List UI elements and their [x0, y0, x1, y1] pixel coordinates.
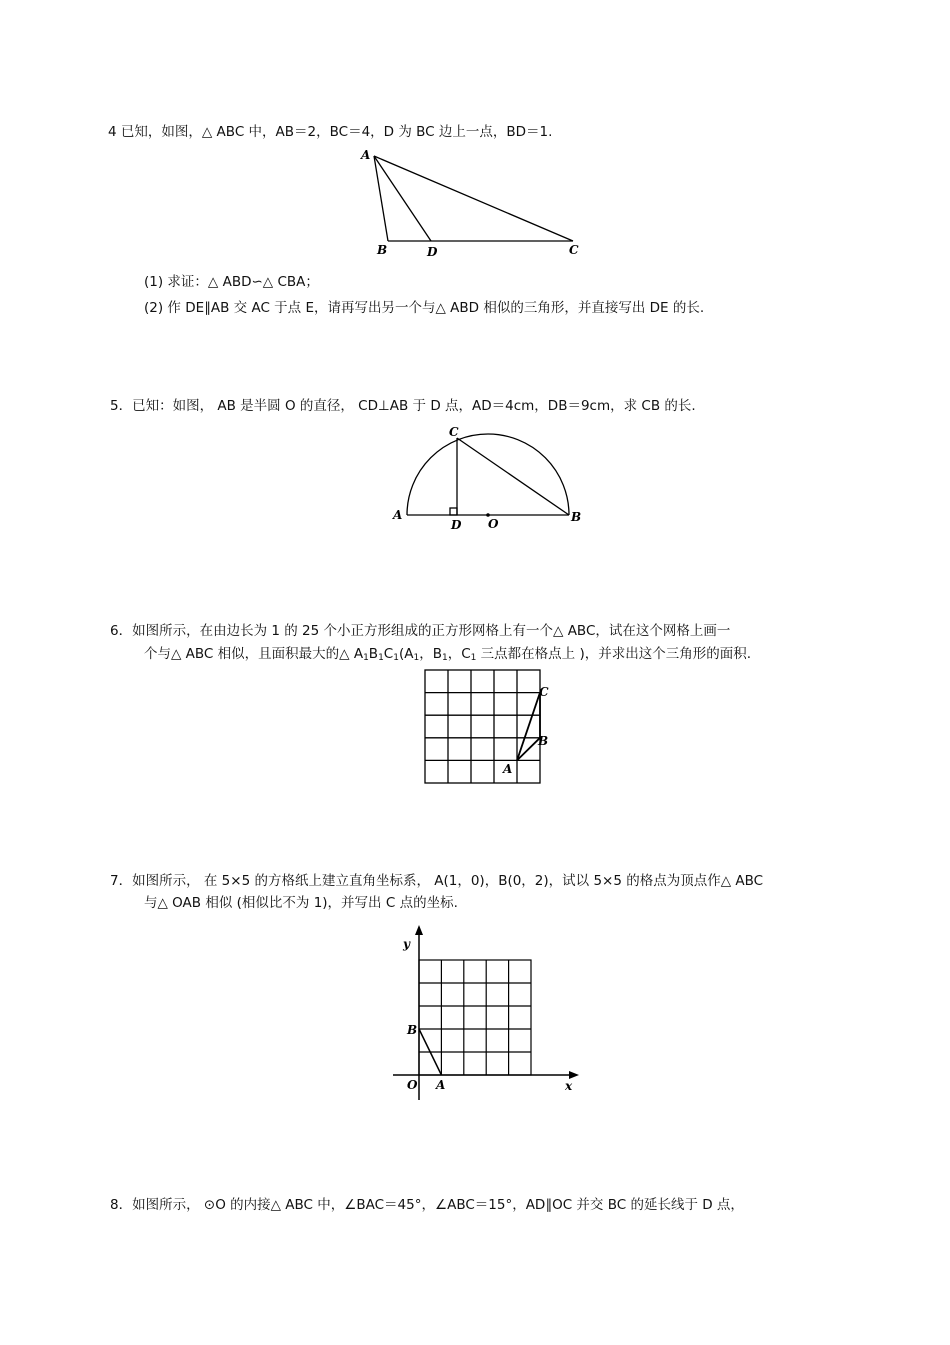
label-c: C [569, 243, 579, 257]
problem-4-statement: 4 已知，如图，△ ABC 中，AB＝2，BC＝4，D 为 BC 边上一点，BD＝1. [108, 124, 553, 140]
problem-6-statement-line-2 [144, 645, 751, 667]
label-a: A [436, 1078, 446, 1092]
text-segment: B [368, 646, 379, 662]
subscript: 1 [441, 653, 448, 663]
subscript: 1 [413, 653, 420, 663]
problem-4-part-2: (2) 作 DE∥AB 交 AC 于点 E，请再写出另一个与△ ABD 相似的三角形，并直接写出 DE 的长. [144, 300, 705, 316]
label-b: B [377, 243, 388, 257]
label-d: D [451, 518, 462, 532]
problem-6-grid-figure [420, 665, 560, 790]
label-c: C [539, 685, 549, 699]
problem-4-part-1: (1) 求证：△ ABD∽△ CBA； [144, 274, 319, 290]
label-b: B [407, 1023, 418, 1037]
label-b: B [538, 734, 549, 748]
label-a: A [361, 148, 371, 162]
text-segment: C [383, 646, 394, 662]
text-segment: (A [398, 646, 414, 662]
text-segment: 个与△ ABC 相似，且面积最大的△ A [144, 646, 364, 662]
problem-7-coordinate-grid-figure [385, 922, 585, 1102]
label-d: D [427, 245, 438, 259]
label-b: B [571, 510, 582, 524]
label-a: A [503, 762, 513, 776]
subscript: 1 [363, 653, 369, 663]
problem-8-statement: 8．如图所示， ⊙O 的内接△ ABC 中，∠BAC＝45°，∠ABC＝15°，AD∥OC 并交 BC 的延长线于 D 点， [110, 1197, 744, 1213]
problem-6-statement-line-1: 6．如图所示，在由边长为 1 的 25 个小正方形组成的正方形网格上有一个△ ABC，试在这个网格上画一 [110, 623, 731, 639]
subscript: 1 [393, 653, 399, 663]
text-segment: ，B [419, 646, 442, 662]
problem-5-statement: 5．已知：如图， AB 是半圆 O 的直径， CD⊥AB 于 D 点，AD＝4cm，DB＝9cm，求 CB 的长. [110, 398, 696, 414]
label-x: x [565, 1079, 573, 1093]
problem-7-statement-line-1: 7．如图所示， 在 5×5 的方格纸上建立直角坐标系， A(1，0)，B(0，2)，试以 5×5 的格点为顶点作△ ABC [110, 873, 764, 889]
label-y: y [403, 937, 410, 951]
problem-5-semicircle-figure [390, 424, 590, 534]
label-a: A [393, 508, 403, 522]
text-segment: 三点都在格点上 )，并求出这个三角形的面积. [476, 646, 752, 662]
label-o: O [407, 1078, 418, 1092]
label-o: O [488, 517, 499, 531]
subscript: 1 [378, 653, 384, 663]
problem-7-statement-line-2: 与△ OAB 相似 (相似比不为 1)，并写出 C 点的坐标. [144, 895, 458, 911]
label-c: C [449, 425, 459, 439]
text-segment: ，C [447, 646, 471, 662]
problem-4-triangle-figure [355, 148, 595, 260]
subscript: 1 [470, 653, 477, 663]
